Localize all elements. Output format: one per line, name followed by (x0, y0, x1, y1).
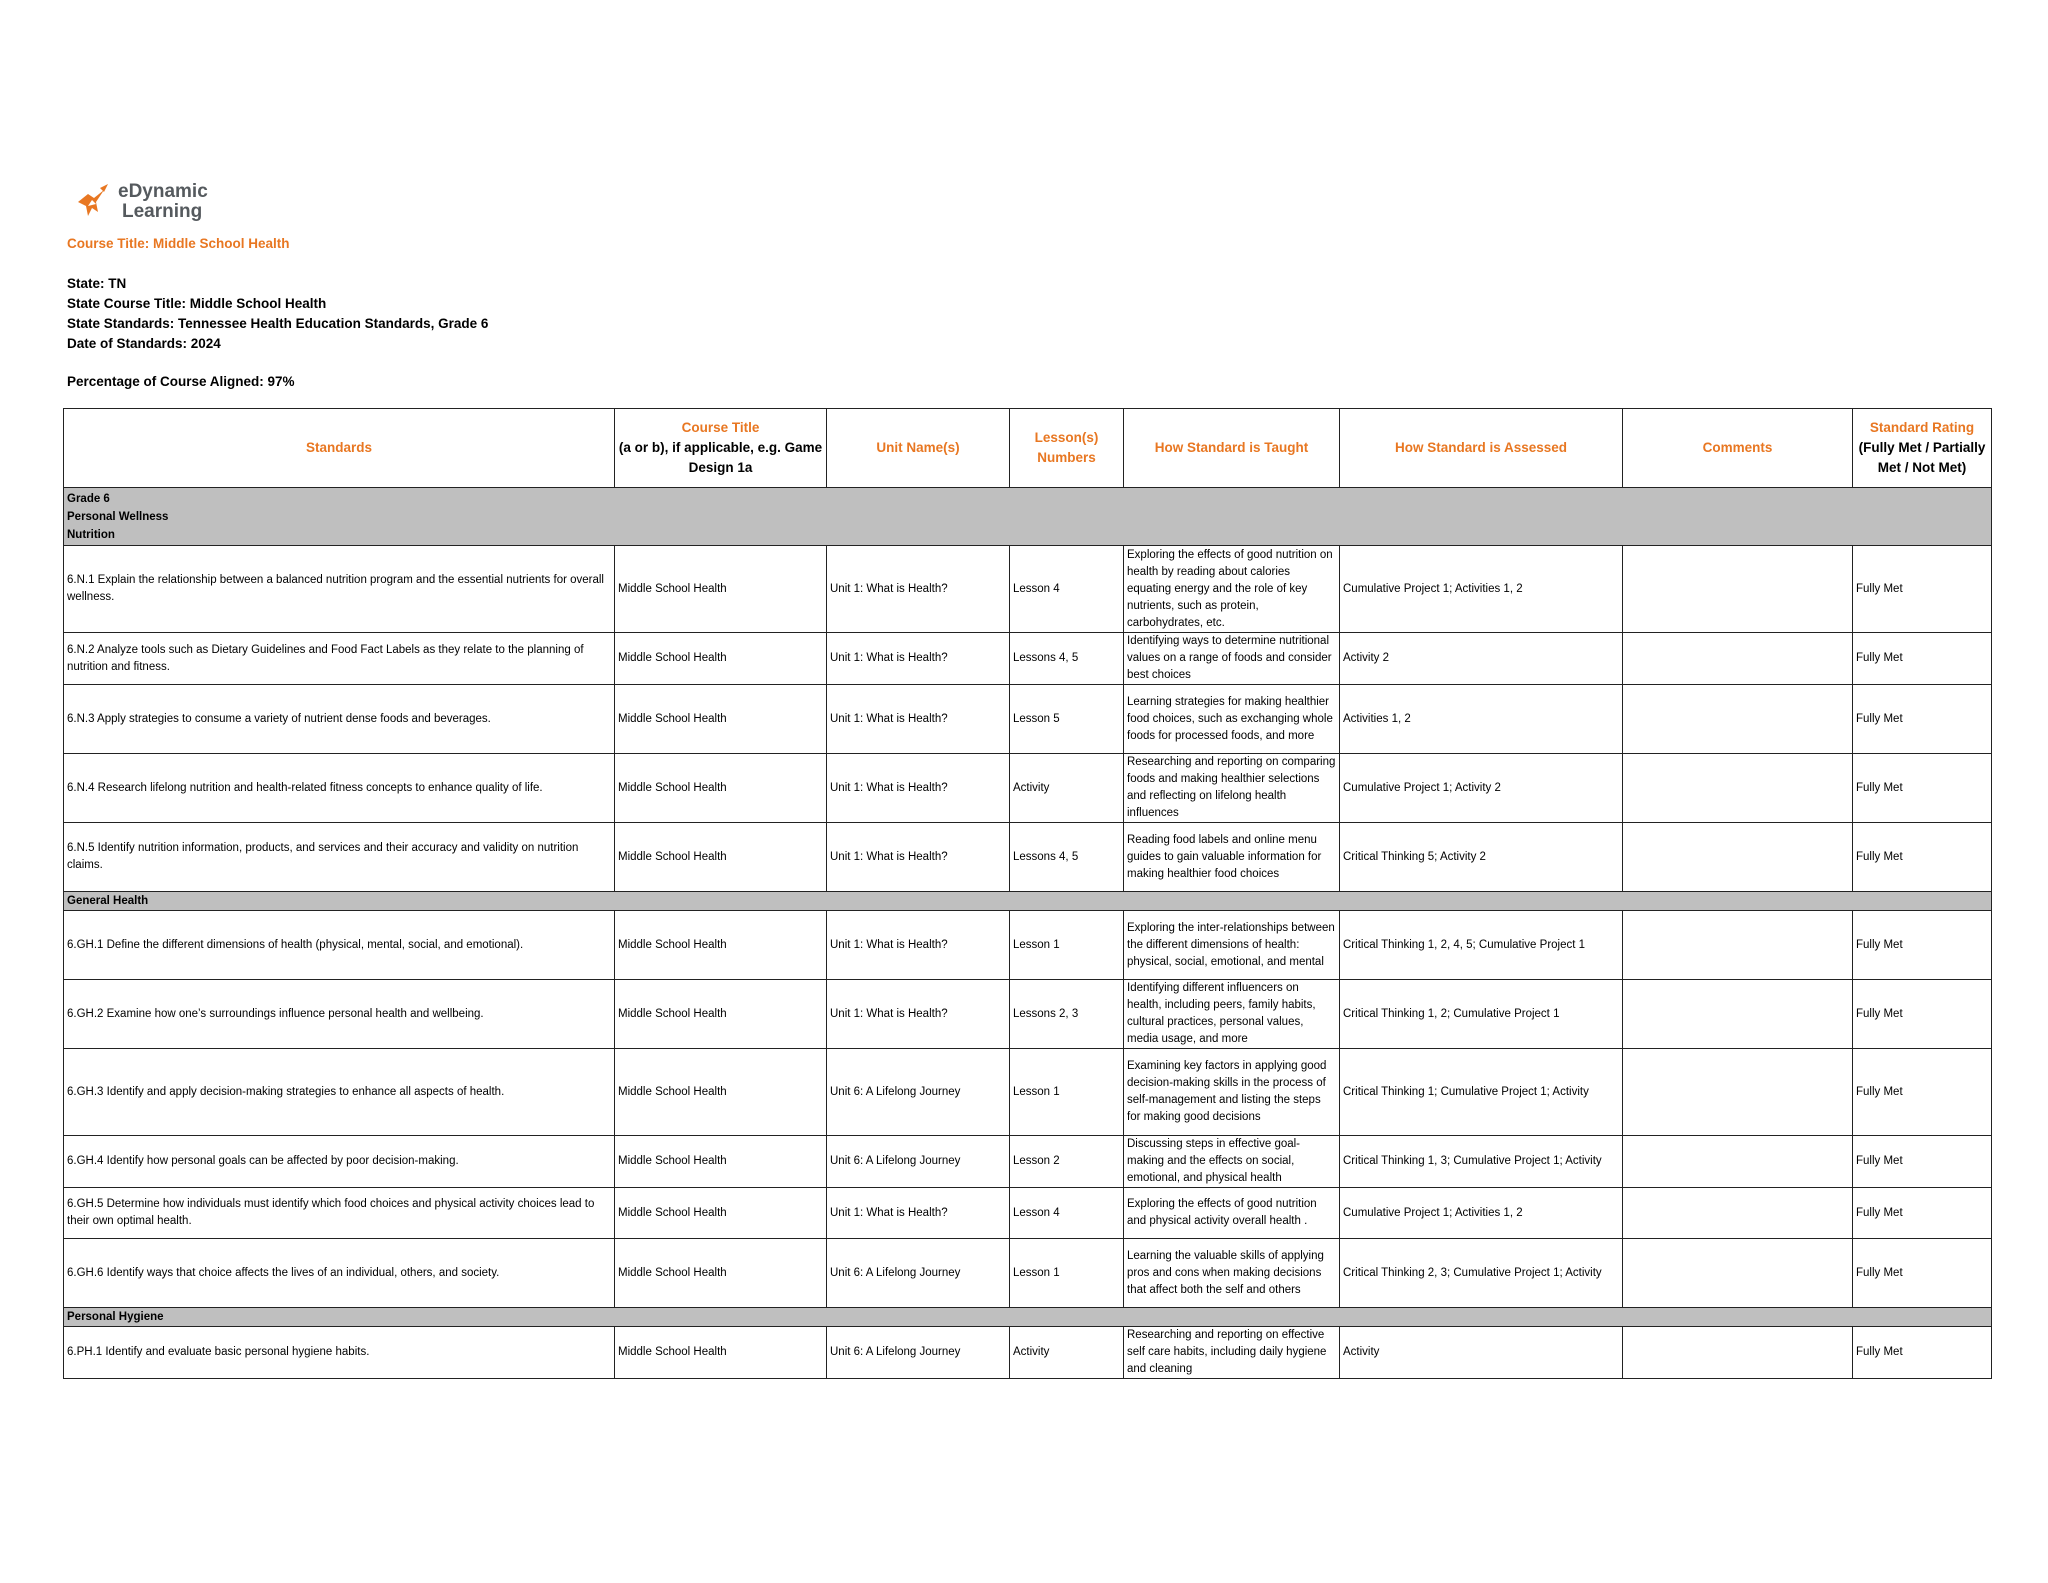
taught-cell: Learning strategies for making healthier food choices, such as exchanging whole foods for processed foods, and more (1124, 685, 1340, 754)
comments-cell (1623, 1049, 1853, 1136)
lessons-cell: Lesson 1 (1010, 911, 1124, 980)
comments-cell (1623, 1239, 1853, 1308)
table-header-row (64, 409, 1992, 488)
table-row (64, 754, 1992, 823)
lessons-cell: Lesson 1 (1010, 1239, 1124, 1308)
course-cell: Middle School Health (615, 1049, 827, 1136)
lessons-cell: Lessons 2, 3 (1010, 980, 1124, 1049)
rating-cell: Fully Met (1853, 546, 1992, 633)
standard-cell: 6.GH.2 Examine how one’s surroundings influence personal health and wellbeing. (64, 980, 615, 1049)
rating-cell: Fully Met (1853, 1049, 1992, 1136)
logo-line-2: Learning (122, 201, 203, 222)
rating-cell: Fully Met (1853, 911, 1992, 980)
lessons-cell: Lessons 4, 5 (1010, 633, 1124, 685)
section-title-line: Nutrition (67, 528, 115, 541)
header-course-title-sub: (a or b), if applicable, e.g. Game Design 1a (618, 440, 823, 475)
course-cell: Middle School Health (615, 685, 827, 754)
unit-cell: Unit 6: A Lifelong Journey (827, 1136, 1010, 1188)
comments-cell (1623, 685, 1853, 754)
unit-cell: Unit 1: What is Health? (827, 754, 1010, 823)
course-title: Course Title: Middle School Health (67, 236, 290, 251)
course-cell: Middle School Health (615, 1188, 827, 1239)
comments-cell (1623, 823, 1853, 892)
lessons-cell: Activity (1010, 754, 1124, 823)
logo-wordmark (118, 182, 208, 222)
assessed-cell: Activity 2 (1340, 633, 1623, 685)
date-of-standards-line: Date of Standards: 2024 (67, 336, 221, 351)
assessed-cell: Cumulative Project 1; Activities 1, 2 (1340, 546, 1623, 633)
lessons-cell: Activity (1010, 1327, 1124, 1379)
standard-cell: 6.GH.6 Identify ways that choice affects the lives of an individual, others, and society. (64, 1239, 615, 1308)
assessed-cell: Cumulative Project 1; Activity 2 (1340, 754, 1623, 823)
taught-cell: Exploring the effects of good nutrition and physical activity overall health . (1124, 1188, 1340, 1239)
unit-cell: Unit 6: A Lifelong Journey (827, 1239, 1010, 1308)
taught-cell: Researching and reporting on comparing foods and making healthier selections and reflecting on lifelong health influences (1124, 754, 1340, 823)
rating-cell: Fully Met (1853, 1188, 1992, 1239)
taught-cell: Identifying different influencers on health, including peers, family habits, cultural practices, personal values, media usage, and more (1124, 980, 1340, 1049)
lessons-cell: Lesson 5 (1010, 685, 1124, 754)
table-row (64, 1188, 1992, 1239)
unit-cell: Unit 1: What is Health? (827, 980, 1010, 1049)
state-line: State: TN (67, 276, 127, 291)
percentage-aligned-line: Percentage of Course Aligned: 97% (67, 374, 295, 389)
header-rating-label: Standard Rating (1869, 420, 1975, 435)
lessons-cell: Lesson 1 (1010, 1049, 1124, 1136)
rating-cell: Fully Met (1853, 633, 1992, 685)
standard-cell: 6.N.4 Research lifelong nutrition and health-related fitness concepts to enhance quality of life. (64, 754, 615, 823)
rating-cell: Fully Met (1853, 823, 1992, 892)
comments-cell (1623, 633, 1853, 685)
section-title-line: Grade 6 (67, 492, 110, 505)
lessons-cell: Lesson 4 (1010, 1188, 1124, 1239)
unit-cell: Unit 1: What is Health? (827, 911, 1010, 980)
table-row (64, 980, 1992, 1049)
lessons-cell: Lesson 4 (1010, 546, 1124, 633)
header-rating (1853, 409, 1992, 488)
lessons-cell: Lesson 2 (1010, 1136, 1124, 1188)
standard-cell: 6.GH.5 Determine how individuals must identify which food choices and physical activity choices lead to their own optimal health. (64, 1188, 615, 1239)
course-cell: Middle School Health (615, 633, 827, 685)
comments-cell (1623, 546, 1853, 633)
course-cell: Middle School Health (615, 823, 827, 892)
header-course-title (615, 409, 827, 488)
comments-cell (1623, 1327, 1853, 1379)
unit-cell: Unit 1: What is Health? (827, 546, 1010, 633)
assessed-cell: Critical Thinking 2, 3; Cumulative Project 1; Activity (1340, 1239, 1623, 1308)
section-title-line: Personal Hygiene (67, 1310, 164, 1323)
state-course-title-line: State Course Title: Middle School Health (67, 296, 327, 311)
header-rating-sub: (Fully Met / Partially Met / Not Met) (1858, 440, 1986, 475)
comments-cell (1623, 1136, 1853, 1188)
header-taught: How Standard is Taught (1124, 409, 1340, 488)
table-body (64, 488, 1992, 1379)
table-row (64, 911, 1992, 980)
section-title-line: Personal Wellness (67, 510, 169, 523)
comments-cell (1623, 911, 1853, 980)
header-comments: Comments (1623, 409, 1853, 488)
table-row (64, 685, 1992, 754)
taught-cell: Examining key factors in applying good decision-making skills in the process of self-management and listing the steps for making good decisions (1124, 1049, 1340, 1136)
header-assessed: How Standard is Assessed (1340, 409, 1623, 488)
comments-cell (1623, 754, 1853, 823)
unit-cell: Unit 6: A Lifelong Journey (827, 1049, 1010, 1136)
table-row (64, 1239, 1992, 1308)
taught-cell: Exploring the effects of good nutrition on health by reading about calories equating energy and the role of key nutrients, such as protein, carbohydrates, etc. (1124, 546, 1340, 633)
logo-line-1: eDynamic (118, 181, 208, 202)
unit-cell: Unit 1: What is Health? (827, 823, 1010, 892)
table-row (64, 823, 1992, 892)
assessed-cell: Critical Thinking 1, 2; Cumulative Project 1 (1340, 980, 1623, 1049)
header-standards: Standards (64, 409, 615, 488)
standard-cell: 6.GH.3 Identify and apply decision-making strategies to enhance all aspects of health. (64, 1049, 615, 1136)
unit-cell: Unit 6: A Lifelong Journey (827, 1327, 1010, 1379)
course-cell: Middle School Health (615, 1136, 827, 1188)
section-header-row (64, 892, 1992, 911)
section-header-row (64, 1308, 1992, 1327)
course-cell: Middle School Health (615, 911, 827, 980)
edynamic-logo-icon (74, 182, 112, 222)
section-header-row (64, 488, 1992, 546)
table-row (64, 1327, 1992, 1379)
table-row (64, 1049, 1992, 1136)
assessed-cell: Critical Thinking 5; Activity 2 (1340, 823, 1623, 892)
lessons-cell: Lessons 4, 5 (1010, 823, 1124, 892)
table-row (64, 1136, 1992, 1188)
header-course-title-label: Course Title (681, 420, 760, 435)
rating-cell: Fully Met (1853, 1239, 1992, 1308)
rating-cell: Fully Met (1853, 685, 1992, 754)
section-title-line: General Health (67, 894, 149, 907)
comments-cell (1623, 1188, 1853, 1239)
section-header-cell (64, 488, 1992, 546)
header-lessons: Lesson(s) Numbers (1010, 409, 1124, 488)
taught-cell: Reading food labels and online menu guides to gain valuable information for making healthier food choices (1124, 823, 1340, 892)
standard-cell: 6.N.2 Analyze tools such as Dietary Guidelines and Food Fact Labels as they relate to the planning of nutrition and fitness. (64, 633, 615, 685)
taught-cell: Identifying ways to determine nutritional values on a range of foods and consider best choices (1124, 633, 1340, 685)
rating-cell: Fully Met (1853, 1327, 1992, 1379)
table-row (64, 633, 1992, 685)
rating-cell: Fully Met (1853, 1136, 1992, 1188)
unit-cell: Unit 1: What is Health? (827, 633, 1010, 685)
rating-cell: Fully Met (1853, 980, 1992, 1049)
taught-cell: Researching and reporting on effective self care habits, including daily hygiene and cleaning (1124, 1327, 1340, 1379)
document-header (67, 236, 488, 392)
section-header-cell (64, 892, 1992, 911)
course-cell: Middle School Health (615, 754, 827, 823)
company-logo (74, 182, 208, 222)
standard-cell: 6.N.3 Apply strategies to consume a variety of nutrient dense foods and beverages. (64, 685, 615, 754)
standard-cell: 6.GH.4 Identify how personal goals can be affected by poor decision-making. (64, 1136, 615, 1188)
table-row (64, 546, 1992, 633)
standard-cell: 6.N.5 Identify nutrition information, products, and services and their accuracy and validity on nutrition claims. (64, 823, 615, 892)
assessed-cell: Activity (1340, 1327, 1623, 1379)
taught-cell: Exploring the inter-relationships between the different dimensions of health: physical, social, emotional, and mental (1124, 911, 1340, 980)
assessed-cell: Critical Thinking 1, 2, 4, 5; Cumulative Project 1 (1340, 911, 1623, 980)
course-cell: Middle School Health (615, 1327, 827, 1379)
standards-table (63, 408, 1992, 1379)
section-header-cell (64, 1308, 1992, 1327)
standard-cell: 6.GH.1 Define the different dimensions of health (physical, mental, social, and emotional). (64, 911, 615, 980)
course-cell: Middle School Health (615, 980, 827, 1049)
assessed-cell: Critical Thinking 1; Cumulative Project 1; Activity (1340, 1049, 1623, 1136)
standard-cell: 6.PH.1 Identify and evaluate basic personal hygiene habits. (64, 1327, 615, 1379)
header-unit-names: Unit Name(s) (827, 409, 1010, 488)
standard-cell: 6.N.1 Explain the relationship between a balanced nutrition program and the essential nutrients for overall wellness. (64, 546, 615, 633)
taught-cell: Discussing steps in effective goal-making and the effects on social, emotional, and physical health (1124, 1136, 1340, 1188)
assessed-cell: Critical Thinking 1, 3; Cumulative Project 1; Activity (1340, 1136, 1623, 1188)
comments-cell (1623, 980, 1853, 1049)
rating-cell: Fully Met (1853, 754, 1992, 823)
taught-cell: Learning the valuable skills of applying pros and cons when making decisions that affect both the self and others (1124, 1239, 1340, 1308)
state-standards-line: State Standards: Tennessee Health Education Standards, Grade 6 (67, 316, 489, 331)
assessed-cell: Activities 1, 2 (1340, 685, 1623, 754)
assessed-cell: Cumulative Project 1; Activities 1, 2 (1340, 1188, 1623, 1239)
unit-cell: Unit 1: What is Health? (827, 1188, 1010, 1239)
course-cell: Middle School Health (615, 1239, 827, 1308)
unit-cell: Unit 1: What is Health? (827, 685, 1010, 754)
course-cell: Middle School Health (615, 546, 827, 633)
